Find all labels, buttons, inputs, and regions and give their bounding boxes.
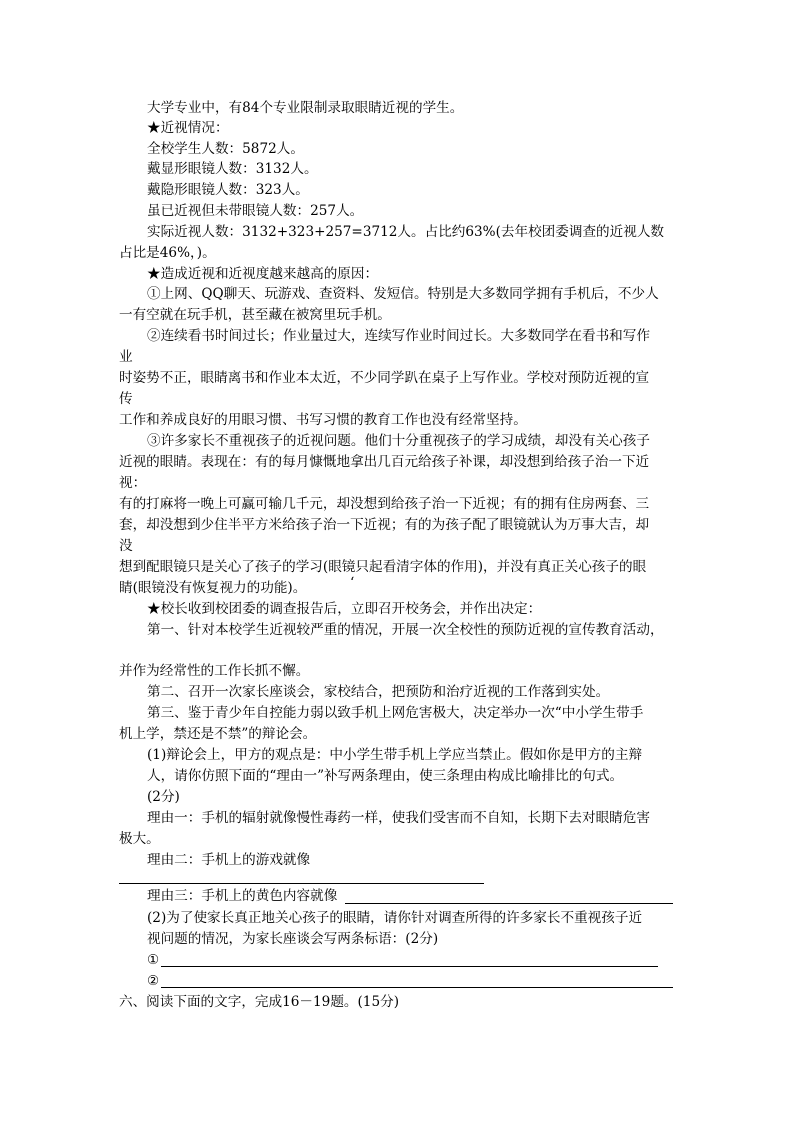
question-1-prompt: 人，请你仿照下面的“理由一”补写两条理由，使三条理由构成比喻排比的句式。 (147, 768, 624, 784)
section-heading-causes: ★造成近视和近视度越来越高的原因： (147, 266, 379, 282)
text-line: 第二、召开一次家长座谈会，家校结合，把预防和治疗近视的工作落到实处。 (147, 684, 610, 700)
section-heading-myopia-status: ★近视情况： (147, 120, 229, 136)
text-line: 想到配眼镜只是关心了孩子的学习(眼镜只起看清字体的作用)，并没有真正关心孩子的眼 (119, 559, 647, 575)
text-line: 工作和养成良好的用眼习惯、书写习惯的教育工作也没有经常坚持。 (119, 412, 527, 428)
text-line: 业 (119, 349, 133, 365)
stray-mark: ‘ (350, 575, 355, 591)
text-line: ③许多家长不重视孩子的近视问题。他们十分重视孩子的学习成绩，却没有关心孩子 (147, 433, 650, 449)
reason-three-answer-line[interactable] (345, 903, 673, 904)
text-line: 戴显形眼镜人数：3132人。 (147, 161, 318, 177)
section-heading-principal-decision: ★校长收到校团委的调查报告后，立即召开校务会，并作出决定： (147, 601, 542, 617)
text-line: 睛(眼镜没有恢复视力的功能)。 (119, 580, 307, 596)
text-line: 第一、针对本校学生近视较严重的情况，开展一次全校性的预防近视的宣传教育活动， (147, 622, 664, 638)
text-line: 戴隐形眼镜人数：323人。 (147, 182, 309, 198)
question-1-score: (2分) (147, 789, 180, 805)
text-line: 近视的眼睛。表现在：有的每月慷慨地拿出几百元给孩子补课，却没想到给孩子治一下近 (119, 454, 650, 470)
text-line: 大学专业中，有84个专业限制录取眼睛近视的学生。 (147, 100, 464, 116)
text-line: ②连续看书时间过长；作业量过大，连续写作业时间过长。大多数同学在看书和写作 (147, 328, 650, 344)
text-line: ①上网、QQ聊天、玩游戏、查资料、发短信。特别是大多数同学拥有手机后，不少人 (147, 286, 659, 302)
question-1-prompt: (1)辩论会上，甲方的观点是：中小学生带手机上学应当禁止。假如你是甲方的主辩 (147, 747, 643, 763)
text-line: 第三、鉴于青少年自控能力弱以致手机上网危害极大，决定举办一次“中小学生带手 (147, 705, 644, 721)
text-line: 传 (119, 391, 133, 407)
text-line: 虽已近视但未带眼镜人数：257人。 (147, 203, 364, 219)
text-line: 占比是46%，)。 (119, 245, 216, 261)
text-line: 时姿势不正，眼睛离书和作业本太近，不少同学趴在桌子上写作业。学校对预防近视的宣 (119, 370, 650, 386)
text-line: 套，却没想到少住半平方米给孩子治一下近视；有的为孩子配了眼镜就认为万事大吉，却 (119, 517, 650, 533)
text-line: 机上学，禁还是不禁”的辩论会。 (119, 726, 317, 742)
question-2-prompt: (2)为了使家长真正地关心孩子的眼睛，请你针对调查所得的许多家长不重视孩子近 (147, 910, 643, 926)
text-line: 实际近视人数：3132+323+257=3712人。占比约63%(去年校团委调查的近视人数 (147, 224, 665, 240)
reason-three-label: 理由三：手机上的黄色内容就像 (147, 888, 338, 904)
slogan-1-answer-line[interactable] (161, 966, 658, 967)
text-line: 并作为经常性的工作长抓不懈。 (119, 663, 310, 679)
section-six-heading: 六、阅读下面的文字，完成16－19题。(15分) (119, 994, 399, 1010)
reason-one: 极大。 (119, 831, 160, 847)
text-line: 一有空就在玩手机，甚至藏在被窝里玩手机。 (119, 307, 391, 323)
reason-one: 理由一：手机的辐射就像慢性毒药一样，使我们受害而不自知，长期下去对眼睛危害 (147, 810, 650, 826)
question-2-prompt: 视问题的情况，为家长座谈会写两条标语：(2分) (147, 931, 439, 947)
slogan-2-label: ② (147, 973, 160, 989)
text-line: 全校学生人数：5872人。 (147, 141, 304, 157)
slogan-1-label: ① (147, 952, 160, 968)
reason-two-label: 理由二：手机上的游戏就像 (147, 852, 311, 868)
reason-two-answer-line[interactable] (119, 883, 484, 884)
text-line: 没 (119, 538, 133, 554)
text-line: 有的打麻将一晚上可赢可输几千元，却没想到给孩子治一下近视；有的拥有住房两套、三 (119, 496, 650, 512)
text-line: 视： (119, 475, 147, 491)
slogan-2-answer-line[interactable] (161, 987, 673, 988)
